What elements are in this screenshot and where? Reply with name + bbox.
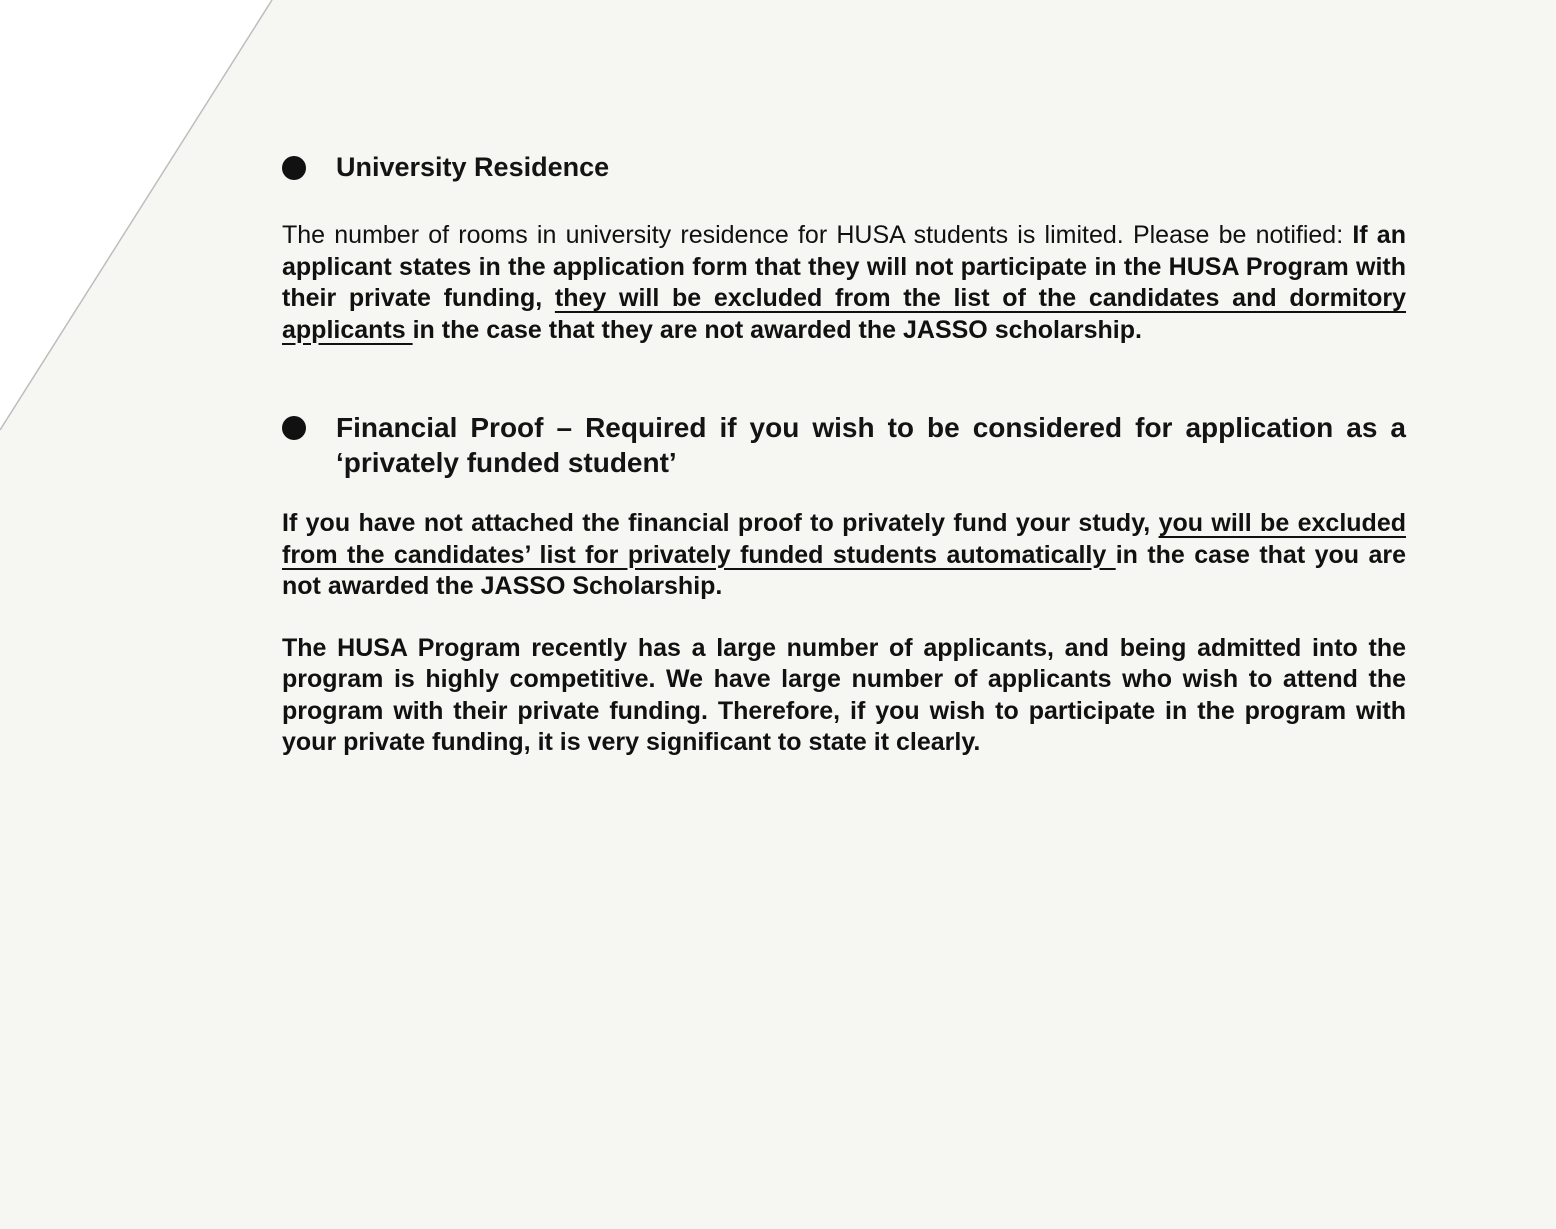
section-heading-university-residence: [282, 150, 1406, 185]
financial-proof-paragraph: [282, 508, 1406, 603]
financial-proof-text-underlined: you will be excluded from the candidates’ list for privately funded students automatically: [282, 509, 1406, 569]
financial-proof-text-end: in the case that you are not awarded the JASSO Scholarship.: [282, 540, 1407, 600]
bullet-icon: [282, 156, 306, 180]
competitive-paragraph: The HUSA Program recently has a large number of applicants, and being admitted into the program is highly competitive. We have large number of applicants who wish to attend the program with their private funding. Therefore, if you wish to participate in the program with your private funding, it is very significant to state it clearly.: [282, 633, 1406, 756]
residence-paragraph: [282, 220, 1406, 346]
bullet-icon: [282, 416, 306, 440]
document-body: [282, 150, 1406, 759]
financial-proof-text-start: If you have not attached the financial proof to privately fund your study,: [282, 509, 1159, 537]
residence-text-plain: The number of rooms in university residence for HUSA students is limited. Please be notified:: [282, 221, 1353, 249]
section-heading-text: Financial Proof – Required if you wish to be considered for application as a ‘privately funded student’: [336, 412, 1406, 478]
residence-text-bold: If an applicant states in the application form that they will not participate in the HUSA Program with their private funding,: [282, 221, 1406, 312]
section-heading-text: University Residence: [336, 152, 610, 182]
section-heading-financial-proof: [282, 410, 1406, 480]
residence-text-underlined: they will be excluded from the list of the candidates and dormitory applicants: [282, 284, 1406, 344]
residence-text-bold-end: in the case that they are not awarded the JASSO scholarship.: [412, 315, 1142, 344]
